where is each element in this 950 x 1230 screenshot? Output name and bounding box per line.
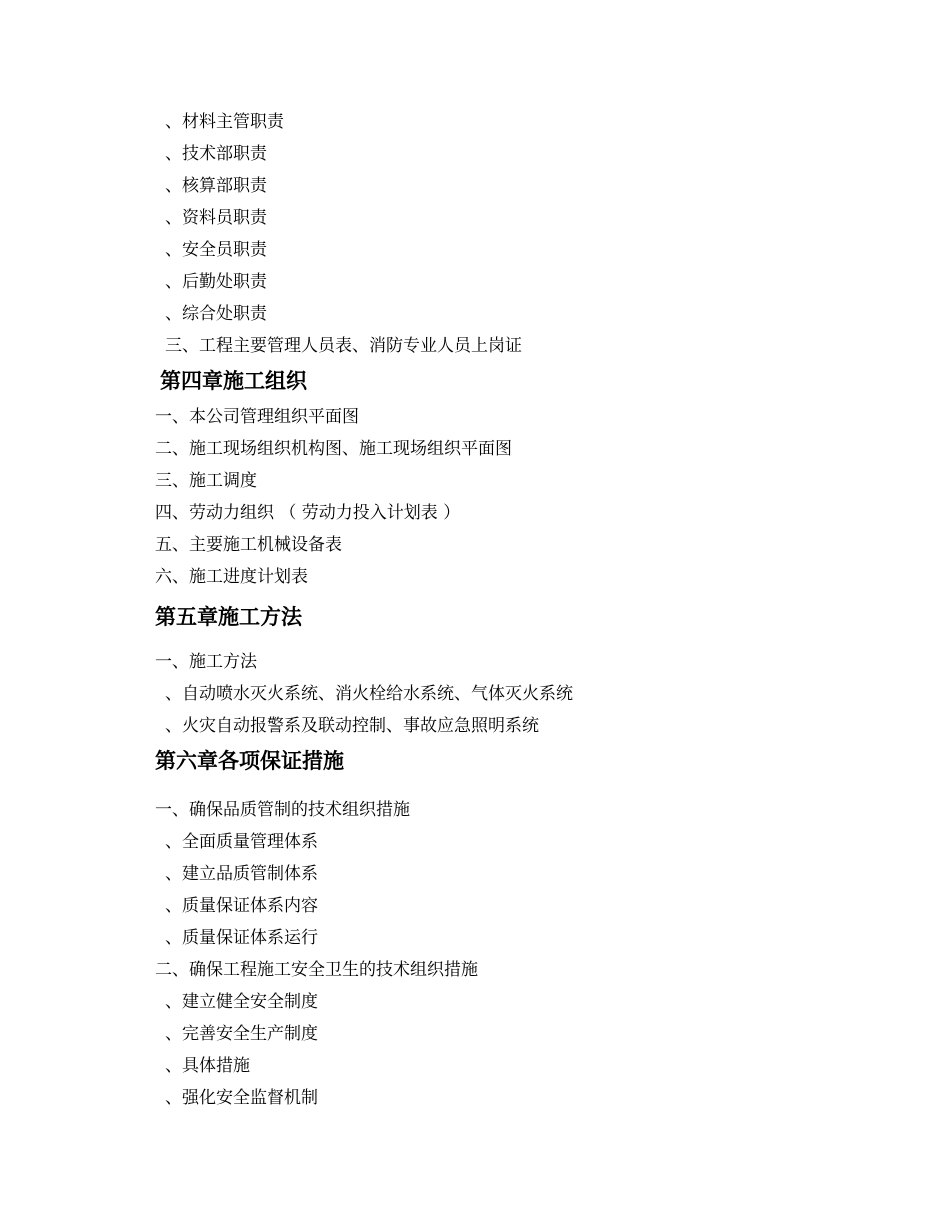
toc-item: 、核算部职责	[165, 176, 267, 196]
toc-section-item: 六、施工进度计划表	[155, 567, 308, 587]
toc-item: 、安全员职责	[165, 240, 267, 260]
toc-section-item: 三、施工调度	[155, 471, 257, 491]
toc-item: 、强化安全监督机制	[165, 1088, 318, 1108]
chapter-heading: 第四章施工组织	[160, 369, 307, 393]
toc-item: 、建立健全安全制度	[165, 992, 318, 1012]
chapter-heading: 第六章各项保证措施	[155, 749, 344, 773]
toc-section-item: 一、本公司管理组织平面图	[155, 407, 359, 427]
chapter-heading: 第五章施工方法	[155, 605, 302, 629]
toc-item: 、完善安全生产制度	[165, 1024, 318, 1044]
toc-section-item: 五、主要施工机械设备表	[155, 535, 342, 555]
toc-section-item: 二、施工现场组织机构图、施工现场组织平面图	[155, 439, 512, 459]
toc-item: 、全面质量管理体系	[165, 832, 318, 852]
toc-item: 、火灾自动报警系及联动控制、事故应急照明系统	[165, 716, 539, 736]
toc-item: 、自动喷水灭火系统、消火栓给水系统、气体灭火系统	[165, 684, 573, 704]
toc-item: 、综合处职责	[165, 304, 267, 324]
toc-item: 、建立品质管制体系	[165, 864, 318, 884]
toc-item: 、技术部职责	[165, 144, 267, 164]
toc-item: 、质量保证体系运行	[165, 928, 318, 948]
toc-item: 、具体措施	[165, 1056, 250, 1076]
toc-item: 、资料员职责	[165, 208, 267, 228]
toc-section-item: 四、劳动力组织 （ 劳动力投入计划表 ）	[155, 503, 461, 523]
toc-item: 、质量保证体系内容	[165, 896, 318, 916]
toc-section-item: 三、工程主要管理人员表、消防专业人员上岗证	[165, 336, 522, 356]
toc-item: 、材料主管职责	[165, 112, 284, 132]
toc-section-item: 一、施工方法	[155, 652, 257, 672]
toc-item: 、后勤处职责	[165, 272, 267, 292]
toc-section-item: 二、确保工程施工安全卫生的技术组织措施	[155, 960, 478, 980]
toc-section-item: 一、确保品质管制的技术组织措施	[155, 800, 410, 820]
